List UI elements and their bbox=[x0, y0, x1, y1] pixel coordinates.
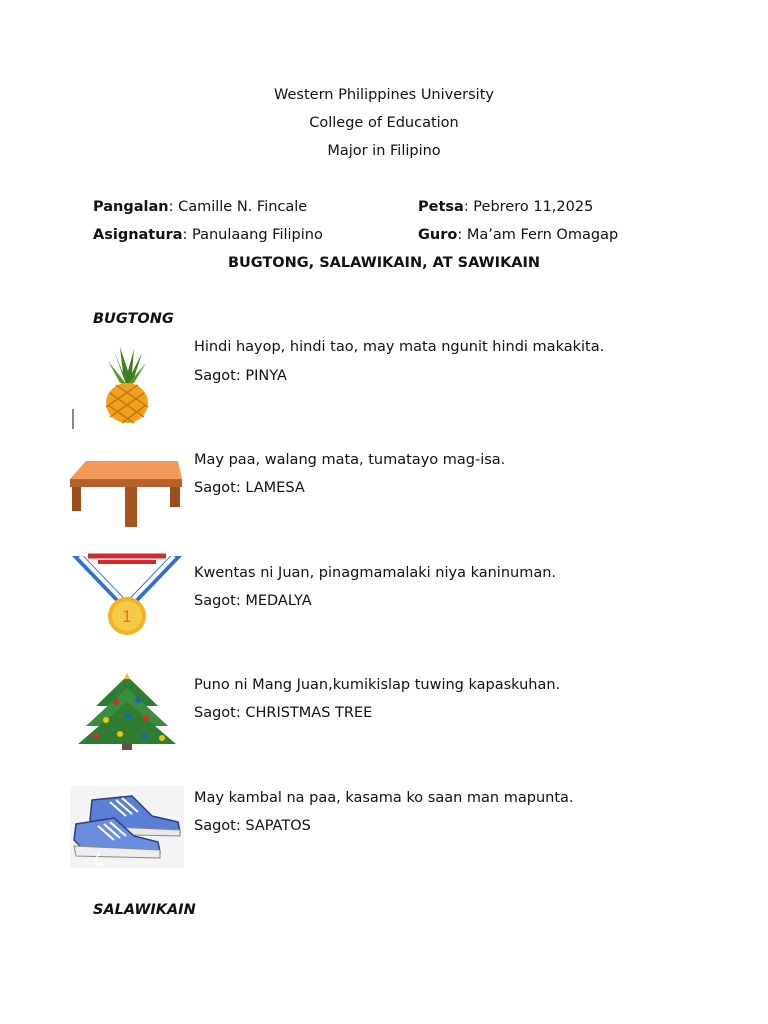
major-name: Major in Filipino bbox=[327, 143, 441, 159]
sneakers-icon bbox=[70, 786, 184, 868]
riddle-question-1: Hindi hayop, hindi tao, may mata ngunit hindi makakita. bbox=[194, 339, 605, 355]
name-value: : Camille N. Fincale bbox=[168, 199, 308, 215]
name-line bbox=[93, 199, 307, 215]
riddle-answer-1: Sagot: PINYA bbox=[194, 368, 287, 384]
teacher-value: : Ma’am Fern Omagap bbox=[457, 227, 619, 243]
university-name: Western Philippines University bbox=[274, 87, 494, 103]
table-icon bbox=[70, 453, 184, 533]
teacher-line bbox=[418, 227, 618, 243]
riddle-question-2: May paa, walang mata, tumatayo mag-isa. bbox=[194, 452, 506, 468]
riddle-question-5: May kambal na paa, kasama ko saan man mapunta. bbox=[194, 790, 574, 806]
riddle-answer-2: Sagot: LAMESA bbox=[194, 480, 305, 496]
svg-text:1: 1 bbox=[121, 607, 133, 626]
date-line bbox=[418, 199, 593, 215]
subject-line bbox=[93, 227, 323, 243]
date-value: : Pebrero 11,2025 bbox=[463, 199, 594, 215]
date-label: Petsa bbox=[418, 199, 464, 215]
christmas-tree-icon bbox=[76, 672, 178, 750]
section-heading-salawikain: SALAWIKAIN bbox=[93, 902, 196, 918]
riddle-answer-5: Sagot: SAPATOS bbox=[194, 818, 311, 834]
section-heading-bugtong: BUGTONG bbox=[93, 311, 174, 327]
riddle-answer-4: Sagot: CHRISTMAS TREE bbox=[194, 705, 373, 721]
pineapple-icon bbox=[70, 343, 184, 431]
riddle-answer-3: Sagot: MEDALYA bbox=[194, 593, 312, 609]
subject-value: : Panulaang Filipino bbox=[182, 227, 323, 243]
medal-icon bbox=[70, 548, 184, 636]
document-title: BUGTONG, SALAWIKAIN, AT SAWIKAIN bbox=[227, 255, 541, 271]
name-label: Pangalan bbox=[93, 199, 169, 215]
riddle-question-4: Puno ni Mang Juan,kumikislap tuwing kapaskuhan. bbox=[194, 677, 561, 693]
college-name: College of Education bbox=[309, 115, 459, 131]
subject-label: Asignatura bbox=[93, 227, 183, 243]
teacher-label: Guro bbox=[418, 227, 458, 243]
riddle-question-3: Kwentas ni Juan, pinagmamalaki niya kaninuman. bbox=[194, 565, 557, 581]
